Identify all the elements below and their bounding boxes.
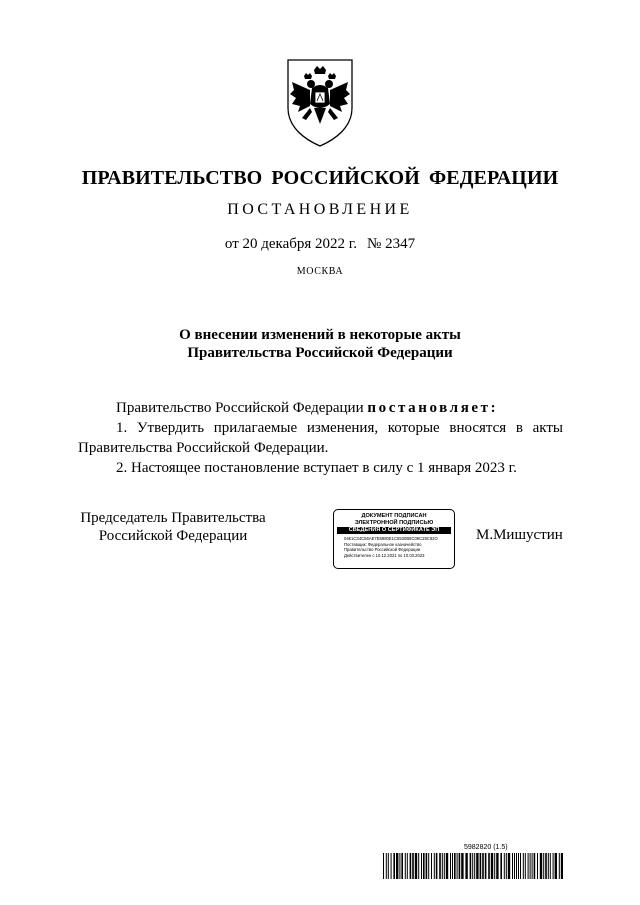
stamp-validity: Действителен с 10.12.2021 по 10.03.2023 (344, 552, 425, 558)
document-subject (0, 326, 640, 362)
subject-line-1: О внесении изменений в некоторые акты (179, 327, 461, 343)
document-number: № 2347 (367, 236, 416, 252)
document-city: МОСКВА (296, 266, 344, 277)
stamp-serial: 04€1СЗ4С56АЕ7Е8880Е1С5530В8С09С29С82О (344, 536, 438, 541)
russian-coat-of-arms-icon (284, 56, 356, 148)
signer-position-line-2: Российской Федерации (98, 528, 248, 544)
body-item-1: 1. Утвердить прилагаемые изменения, которые вносятся в акты Правительства Российской Федерации. (78, 420, 563, 456)
barcode-icon (383, 853, 563, 879)
electronic-signature-stamp (333, 509, 455, 569)
signer-position-line-1: Председатель Правительства (80, 510, 266, 526)
signer-position (78, 509, 268, 545)
document-date-line (0, 236, 640, 253)
government-title: ПРАВИТЕЛЬСТВО РОССИЙСКОЙ ФЕДЕРАЦИИ (81, 167, 559, 189)
document-type: ПОСТАНОВЛЕНИЕ (227, 201, 413, 218)
decree-word: постановляет: (367, 400, 499, 416)
body-item-2: 2. Настоящее постановление вступает в силу с 1 января 2023 г. (116, 460, 517, 476)
stamp-issuer-line-1: Поставщик: Федеральное казначейство (344, 541, 422, 547)
subject-line-2: Правительства Российской Федерации (187, 345, 453, 361)
stamp-issuer-line-2: Правительство Российской Федерации (344, 547, 421, 553)
stamp-certificate-title: СВЕДЕНИЯ О СЕРТИФИКАТЕ ЭП (337, 527, 451, 534)
stamp-line-1: ДОКУМЕНТ ПОДПИСАН (361, 513, 427, 519)
document-date: от 20 декабря 2022 г. (224, 236, 358, 252)
body-intro: Правительство Российской Федерации (116, 400, 364, 416)
body-intro-paragraph (78, 398, 563, 418)
barcode-number: 5982820 (1.5) (464, 844, 508, 851)
stamp-line-2: ЭЛЕКТРОННОЙ ПОДПИСЬЮ (354, 519, 434, 526)
document-body (78, 398, 563, 478)
signer-name: М.Мишустин (476, 527, 563, 543)
